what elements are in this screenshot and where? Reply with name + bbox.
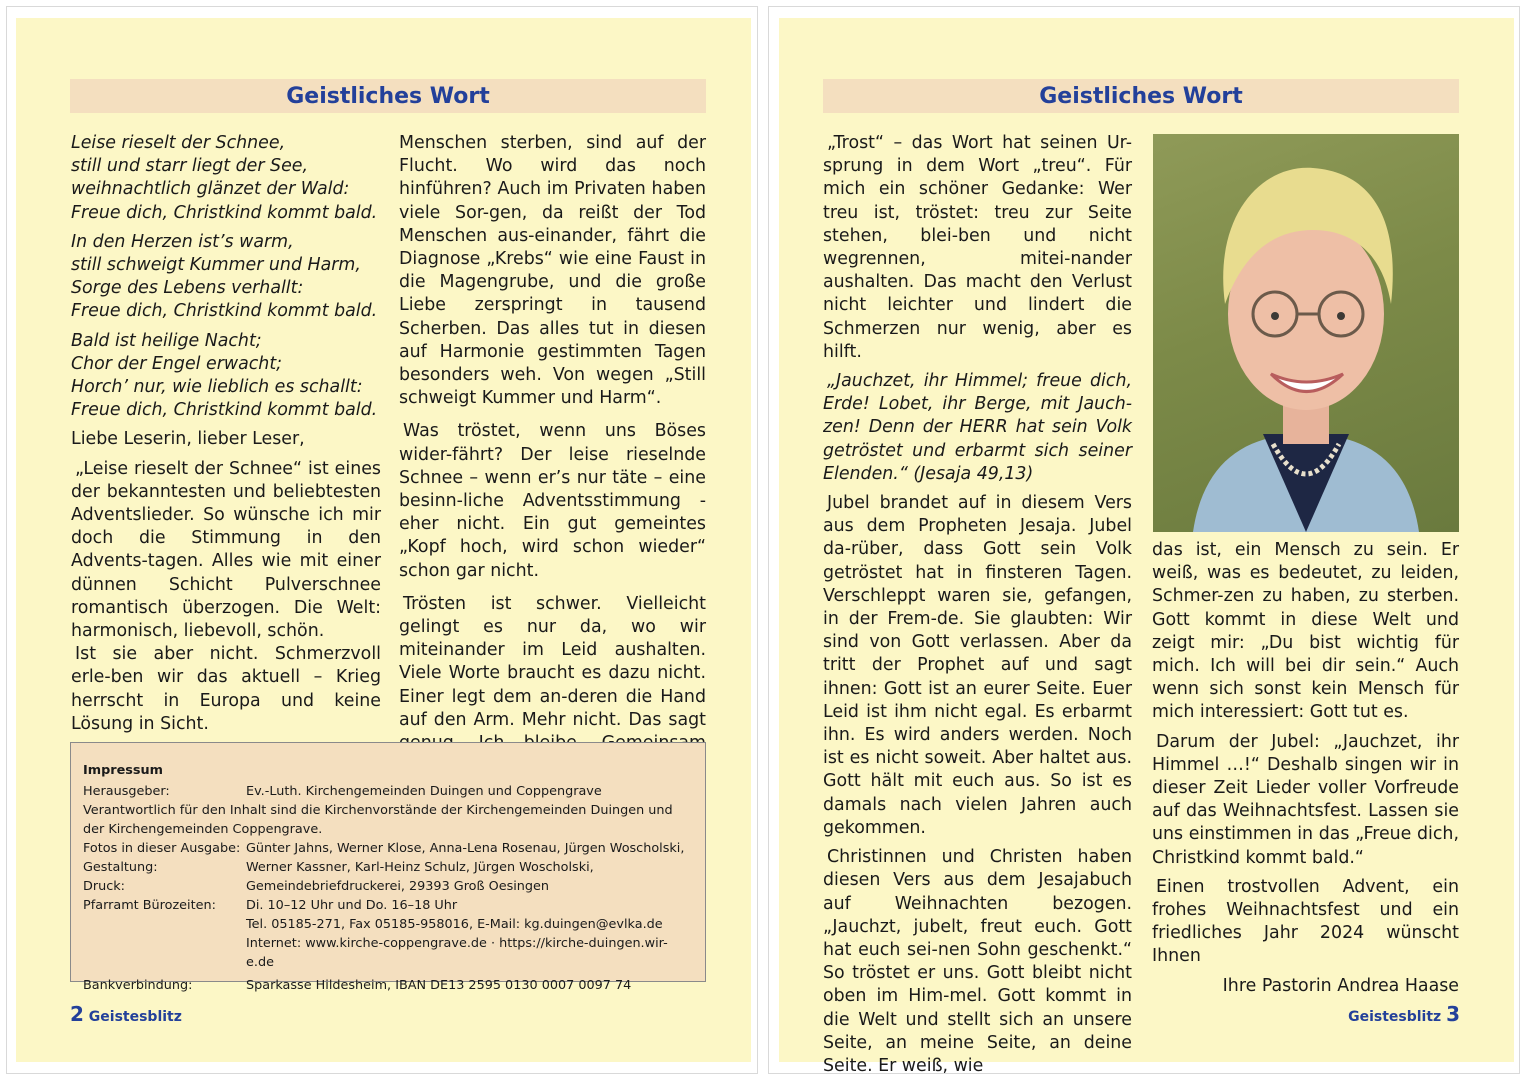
impressum-box <box>70 742 706 993</box>
paragraph: Ist sie aber nicht. Schmerzvoll erle-ben wir das aktuell – Krieg herrscht in Europa und keine Lösung in Sicht. <box>71 644 381 734</box>
bible-quote: „Jauchzet, ihr Himmel; freue dich, Erde! Lobet, ihr Berge, mit Jauch-zen! Denn der HERR hat sein Volk getröstet und erbarmt sich seiner Elenden.“ (Jesaja 49,13) <box>823 371 1132 484</box>
paragraph: Jubel brandet auf in diesem Vers aus dem Propheten Jesaja. Jubel da-rüber, dass Gott sein Volk getröstet hat in finsteren Tagen. Verschleppt waren sie, gefangen, in der Frem-de. Sie glaubten: Wir sind von Gott verlassen. Aber da tritt der Prophet auf und sagt ihnen: Gott ist an eurer Seite. Euer Leid ist ihm nicht egal. Es erbarmt ihn. Es wird anders werden. Noch ist es nicht soweit. Aber haltet aus. Gott hält mit euch aus. So ist es damals nach vielen Jahren auch gekommen. <box>823 493 1132 838</box>
left-footer <box>70 1002 182 1026</box>
impressum-label: Druck: <box>83 879 125 894</box>
left-column-1 <box>71 132 381 736</box>
paragraph: Was tröstet, wenn uns Böses wider-fährt? Der leise rieselnde Schnee – wenn er’s nur täte – eine besinn-liche Adventsstimmung - eher nicht. Ein gut gemeintes „Kopf hoch, wird schon wieder“ schon gar nicht. <box>399 421 706 581</box>
impressum-label: Bankverbindung: <box>83 978 193 993</box>
impressum-row <box>83 976 693 995</box>
left-column-2 <box>399 132 706 778</box>
poem-line: weihnachtlich glänzet der Wald: <box>71 179 350 200</box>
poem-line: Bald ist heilige Nacht; <box>71 330 262 351</box>
impressum-value: Werner Kassner, Karl-Heinz Schulz, Jürgen Woscholski, <box>246 860 594 875</box>
portrait-illustration <box>1153 134 1459 532</box>
impressum-value: Internet: www.kirche-coppengrave.de · https://kirche-duingen.wir-e.de <box>246 936 668 970</box>
paragraph: Trösten ist schwer. Vielleicht gelingt es nur da, wo wir miteinander im Leid aushalten. Viele Worte braucht es dazu nicht. Einer legt dem an-deren die Hand auf den Arm. Mehr nicht. Das sagt <box>399 593 706 730</box>
paragraph: „Leise rieselt der Schnee“ ist eines der bekanntesten und beliebtesten Adventslieder. So wünsche ich mir doch die Stimmung in den Advents-tagen. Alles wie mit einer dünnen Schicht Pulverschnee romantisch überzogen. Die Welt: harmonisch, liebevoll, schön. <box>71 458 381 642</box>
poem-line: In den Herzen ist’s warm, <box>71 231 294 252</box>
poem-line: still und starr liegt der See, <box>71 156 309 177</box>
paragraph: Menschen sterben, sind auf der Flucht. Wo wird das noch hinführen? Auch im Privaten haben viele Sor-gen, da reißt der Tod Menschen aus-einander, fährt die Diagnose „Krebs“ wie eine Faust in die Magengrube, und die große Liebe zerspringt in tausend Scherben. Das alles tut in diesen auf Harmonie gestimmten Tagen besonders weh. Von wegen „Still schweigt Kummer und Harm“. <box>399 133 706 409</box>
poem-line: still schweigt Kummer und Harm, <box>71 255 361 276</box>
impressum-row <box>83 782 693 801</box>
impressum-row <box>83 915 693 934</box>
impressum-verantwortlich: Verantwortlich für den Inhalt sind die Kirchenvorstände der Kirchengemeinden Duingen und der Kirchengemeinden Coppengrave. <box>83 803 673 837</box>
impressum-value: Günter Jahns, Werner Klose, Anna-Lena Rosenau, Jürgen Woscholski, <box>246 841 685 856</box>
impressum-value: Gemeindebriefdruckerei, 29393 Groß Oesingen <box>246 879 550 894</box>
paragraph: Christinnen und Christen haben diesen Vers aus dem Jesajabuch auf Weihnachten bezogen. „Jauchzt, jubelt, freut euch. Gott hat euch sei-nen Sohn geschenkt.“ So tröstet er uns. Gott bleibt nicht oben im Him-mel. Gott kommt in die Welt und stellt sich an unsere Seite, an meine Seite, an deine Seite. Er weiß, wie <box>823 847 1132 1076</box>
paragraph: Darum der Jubel: „Jauchzet, ihr Himmel …!“ Deshalb singen wir in dieser Zeit Lieder voller Vorfreude auf das Weihnachtsfest. Lassen sie uns einstimmen in das „Freue dich, Christkind kommt bald.“ <box>1152 731 1459 868</box>
poem-line: Chor der Engel erwacht; <box>71 353 282 374</box>
paragraph: Einen trostvollen Advent, ein frohes Weihnachtsfest und ein friedliches Jahr 2024 wünscht Ihnen <box>1152 876 1459 967</box>
poem-line: Freue dich, Christkind kommt bald. <box>71 400 378 421</box>
impressum-value: Ev.-Luth. Kirchengemeinden Duingen und Coppengrave <box>246 784 602 799</box>
impressum-title: Impressum <box>83 763 163 778</box>
impressum-label: Gestaltung: <box>83 860 158 875</box>
impressum-row <box>83 877 693 896</box>
page-number: 3 <box>1446 1002 1460 1026</box>
impressum-label: Fotos in dieser Ausgabe: <box>83 841 241 856</box>
impressum-value: Sparkasse Hildesheim, IBAN DE13 2595 0130 0007 0097 74 <box>246 978 632 993</box>
left-page-header: Geistliches Wort <box>70 79 706 113</box>
right-column-1 <box>823 132 1132 1078</box>
left-page <box>16 18 751 1062</box>
right-footer <box>1348 1002 1460 1026</box>
poem-line: Leise rieselt der Schnee, <box>71 133 286 153</box>
poem-line: Sorge des Lebens verhallt: <box>71 278 304 299</box>
impressum-row <box>83 896 693 915</box>
right-page <box>779 18 1514 1076</box>
footer-title: Geistesblitz <box>1348 1009 1442 1025</box>
poem-line: Horch’ nur, wie lieblich es schallt: <box>71 377 363 398</box>
right-column-2 <box>1152 539 1459 998</box>
footer-title: Geistesblitz <box>88 1009 182 1025</box>
impressum-label: Herausgeber: <box>83 784 170 799</box>
poem-stanza <box>71 132 381 225</box>
poem-stanza <box>71 231 381 324</box>
poem-line: Freue dich, Christkind kommt bald. <box>71 301 378 322</box>
impressum-row <box>83 839 693 858</box>
paragraph: das ist, ein Mensch zu sein. Er weiß, was es bedeutet, zu leiden, Schmer-zen zu haben, zu sterben. Gott kommt in diese Welt und zeigt mir: „Du bist wichtig für mich. Ich will bei dir sein.“ Auch wenn sich sonst kein Mensch für mich interessiert: Gott tut es. <box>1152 540 1459 723</box>
right-page-header: Geistliches Wort <box>823 79 1459 113</box>
impressum-row <box>83 934 693 972</box>
impressum-value: Tel. 05185-271, Fax 05185-958016, E-Mail: kg.duingen@evlka.de <box>246 917 663 932</box>
paragraph: „Trost“ – das Wort hat seinen Ur-sprung in dem Wort „treu“. Für mich ein schöner Gedanke: Wer treu ist, tröstet: treu zur Seite stehen, blei-ben und nicht wegrennen, mitei-nander aushalten. Das macht den Verlust nicht leichter und lindert die Schmerzen nur wenig, aber es hilft. <box>823 133 1132 362</box>
poem-stanza <box>71 330 381 423</box>
pastor-portrait-photo <box>1153 134 1459 532</box>
impressum-row <box>83 858 693 877</box>
page-number: 2 <box>70 1002 84 1026</box>
signature: Ihre Pastorin Andrea Haase <box>1222 975 1459 996</box>
impressum-value: Di. 10–12 Uhr und Do. 16–18 Uhr <box>246 898 458 913</box>
poem-line: Freue dich, Christkind kommt bald. <box>71 202 378 223</box>
greeting: Liebe Leserin, lieber Leser, <box>71 429 305 450</box>
impressum-label: Pfarramt Bürozeiten: <box>83 898 216 913</box>
